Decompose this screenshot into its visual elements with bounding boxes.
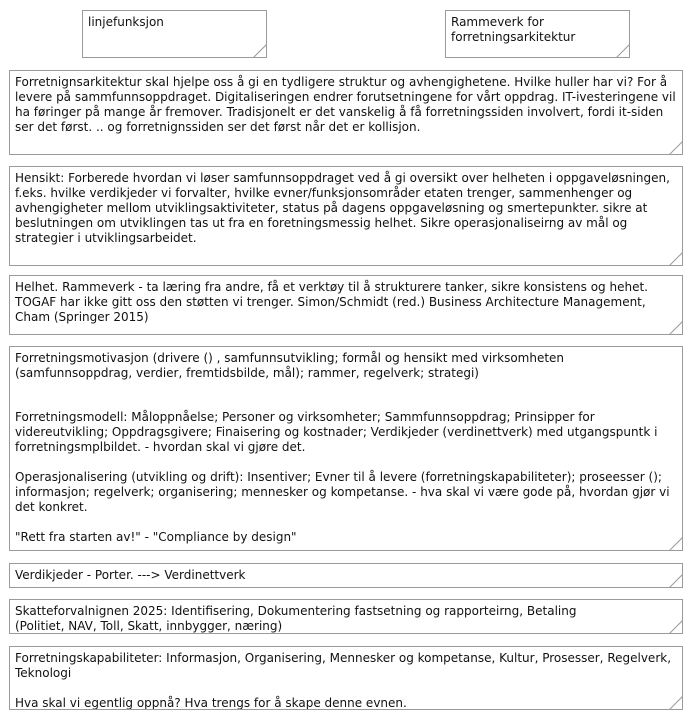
note-purpose-text: Hensikt: Forberede hvordan vi løser samfunnsoppdraget ved å gi oversikt over helheten i oppgaveløsningen, f.eks. hvilke verdikjeder vi forvalter, hvilke evner/funksjonsområder etaten trenger, sammenhenger og avhengigheter mellom utviklingsaktiviteter, status på dagens oppgaveløsning og smertepunkter. sikre at beslutningen om utviklingen tas ut fra en foretningsmessig helhet. Sikre operasjonaliseirng av mål og strategier i utviklingsarbeidet. [15,171,670,245]
header-rammeverk[interactable] [445,10,630,58]
fold-corner-icon [669,252,683,266]
note-wholeness-text: Helhet. Rammeverk - ta læring fra andre, få et verktøy til å strukturere tanker, sikre konsistens og hehet. TOGAF har ikke gitt oss den støtten vi trenger. Simon/Schmidt (red.) Business Architecture Management, Cham (Springer 2015) [15,280,648,324]
header-linjefunksjon-text: linjefunksjon [88,15,164,29]
note-tax-administration[interactable] [9,599,683,634]
note-motivation-text: Forretningsmotivasjon (drivere () , samfunnsutvikling; formål og hensikt med virksomheten (samfunnsoppdrag, verdier, fremtidsbilde, mål); rammer, regelverk; strategi) [15,351,565,380]
note-compliance-text: "Rett fra starten av!" - "Compliance by design" [15,530,297,544]
header-linjefunksjon[interactable] [82,10,267,58]
note-architecture[interactable] [9,70,683,155]
fold-corner-icon [669,141,683,155]
note-tax-line1-text: Skatteforvalnignen 2025: Identifisering, Dokumentering fastsetning og rapporteirng, Betaling [15,604,577,618]
note-framework-details[interactable] [9,346,683,551]
note-purpose[interactable] [9,166,683,266]
note-tax-line2-text: (Politiet, NAV, Toll, Skatt, innbygger, næring) [15,619,283,633]
note-wholeness[interactable] [9,275,683,335]
note-operationalisation-text: Operasjonalisering (utvikling og drift): Insentiver; Evner til å levere (forretningskapabiliteter); proseesser (); informasjon; regelverk; organisering; mennesker og kompetanse. - hva skal vi være gode på, hvordan gjør vi det konkret. [15,470,670,514]
fold-corner-icon [616,44,630,58]
note-capabilities-question-text: Hva skal vi egentlig oppnå? Hva trengs for å skape denne evnen. [15,696,407,710]
note-value-chains-text: Verdikjeder - Porter. ---> Verdinettverk [15,568,246,582]
note-architecture-text: Forretnignsarkitektur skal hjelpe oss å gi en tydligere struktur og avhengighetene. Hvilke huller har vi? For å levere på sammfunnsoppdraget. Digitaliseringen endrer forutsetningene for vårt oppdrag. IT-ivesteringene vil ha føringer på mange år fremover. Tradisjonelt er det vanskelig å få forretningssiden involvert, fordi it-siden ser det først. .. og forretnignssiden ser det først når det er kollisjon. [15,75,676,134]
note-capabilities-text: Forretningskapabiliteter: Informasjon, Organisering, Mennesker og kompetanse, Kultur, Prosesser, Regelverk, Teknologi [15,651,672,680]
fold-corner-icon [253,44,267,58]
note-capabilities[interactable] [9,646,683,710]
header-rammeverk-text: Rammeverk for forretningsarkitektur [451,15,576,44]
note-value-chains[interactable] [9,563,683,588]
note-business-model-text: Forretningsmodell: Måloppnåelse; Personer og virksomheter; Sammfunnsoppdrag; Prinsipper for videreutvikling; Oppdragsgivere; Finaisering og kostnader; Verdikjeder (verdinettverk) med utgangspuntk i forretningsmplbildet. - hvordan skal vi gjøre det. [15,410,658,454]
